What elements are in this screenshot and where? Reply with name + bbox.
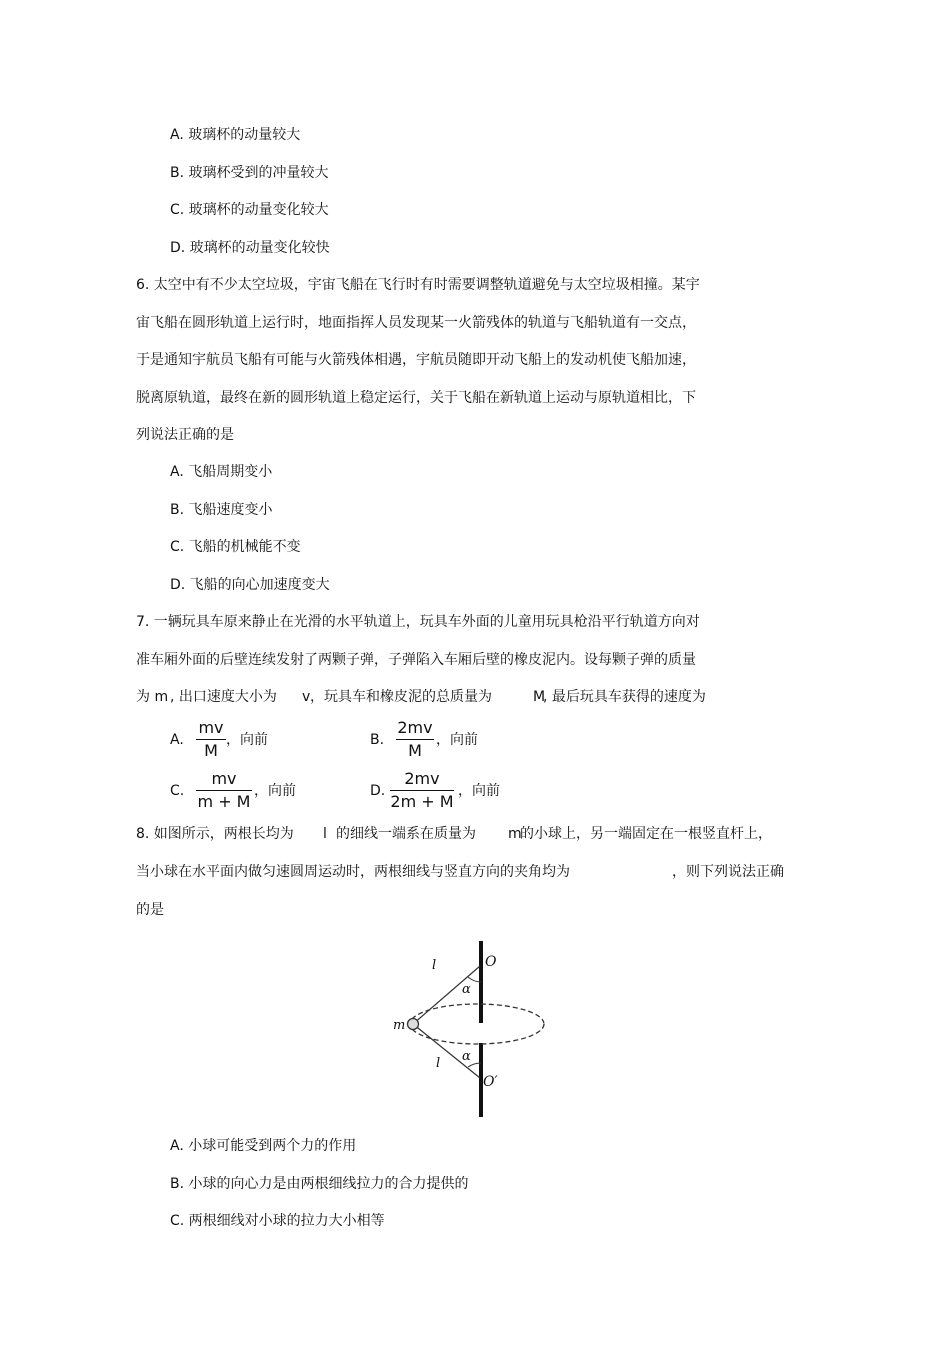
- fraction-bar: [390, 790, 454, 791]
- q8-option-b: B. 小球的向心力是由两根细线拉力的合力提供的: [170, 1176, 469, 1192]
- q8-text-line-1a: 8. 如图所示，两根长均为: [136, 826, 294, 842]
- fraction-bar: [196, 739, 226, 740]
- q7-option-c-direction: ，向前: [254, 783, 296, 799]
- q7-text-line-2: 准车厢外面的后壁连续发射了两颗子弹，子弹陷入车厢后壁的橡皮泥内。设每颗子弹的质量: [136, 652, 696, 668]
- q8-text-line-2a: 当小球在水平面内做匀速圆周运动时，两根细线与竖直方向的夹角均为: [136, 864, 570, 880]
- q7-option-b-numerator: 2mv: [397, 718, 433, 737]
- q7-option-c-numerator: mv: [211, 769, 237, 788]
- q7-option-b-denominator: M: [408, 741, 422, 760]
- q7-text-line-1: 7. 一辆玩具车原来静止在光滑的水平轨道上，玩具车外面的儿童用玩具枪沿平行轨道方向对: [136, 614, 700, 630]
- fraction-bar: [396, 739, 434, 740]
- q8-text-line-1b: l: [323, 826, 327, 842]
- figure-label-l-bottom: l: [436, 1056, 441, 1071]
- figure-label-l-top: l: [432, 958, 437, 973]
- q7-text-line-3e: M: [533, 689, 546, 705]
- q7-option-b-fraction: [396, 718, 434, 761]
- q7-option-a-numerator: mv: [198, 718, 224, 737]
- q8-option-a: A. 小球可能受到两个力的作用: [170, 1138, 357, 1154]
- q8-text-line-2b: ，则下列说法正确: [672, 864, 784, 880]
- q7-option-a-fraction: [196, 718, 226, 761]
- figure-label-O-top: O: [485, 954, 497, 970]
- q7-option-c-fraction: [196, 769, 252, 812]
- q6-text-line-4: 脱离原轨道，最终在新的圆形轨道上稳定运行，关于飞船在新轨道上运动与原轨道相比，下: [136, 390, 696, 406]
- q7-text-line-3a: 为 m: [136, 689, 169, 705]
- q6-option-a: A. 飞船周期变小: [170, 464, 273, 480]
- q8-text-line-1e: 的小球上，另一端固定在一根竖直杆上，: [520, 826, 772, 842]
- q7-text-line-3d: ，玩具车和橡皮泥的总质量为: [310, 689, 492, 705]
- q8-text-line-1d: m: [508, 826, 522, 842]
- q7-option-d-direction: ，向前: [458, 783, 500, 799]
- q7-option-a-direction: ，向前: [226, 732, 268, 748]
- ball: [408, 1019, 419, 1030]
- q5-option-b: B. 玻璃杯受到的冲量较大: [170, 165, 329, 181]
- q5-option-d: D. 玻璃杯的动量变化较快: [170, 240, 330, 256]
- q5-option-a: A. 玻璃杯的动量较大: [170, 127, 301, 143]
- q7-option-d-fraction: [390, 769, 454, 812]
- figure-label-m: m: [393, 1018, 406, 1033]
- q6-text-line-1: 6. 太空中有不少太空垃圾，宇宙飞船在飞行时有时需要调整轨道避免与太空垃圾相撞。某宇: [136, 277, 700, 293]
- figure-label-alpha-top: α: [462, 982, 471, 997]
- q6-text-line-2: 宙飞船在圆形轨道上运行时，地面指挥人员发现某一火箭残体的轨道与飞船轨道有一交点，: [136, 315, 696, 331]
- q7-text-line-3b: , 出口速度大小为: [170, 689, 277, 705]
- q8-option-c: C. 两根细线对小球的拉力大小相等: [170, 1213, 385, 1229]
- q7-option-c-denominator: m + M: [197, 792, 251, 811]
- conical-pendulum-figure: [380, 935, 560, 1120]
- q7-option-d-denominator: 2m + M: [390, 792, 454, 811]
- q6-option-b: B. 飞船速度变小: [170, 502, 273, 518]
- figure-label-alpha-bottom: α: [462, 1049, 471, 1064]
- figure-label-O-bottom: O′: [483, 1074, 498, 1090]
- q6-text-line-3: 于是通知宇航员飞船有可能与火箭残体相遇，宇航员随即开动飞船上的发动机使飞船加速，: [136, 352, 696, 368]
- q6-option-d: D. 飞船的向心加速度变大: [170, 577, 330, 593]
- q7-text-line-3f: , 最后玩具车获得的速度为: [543, 689, 706, 705]
- q7-option-b-direction: ，向前: [436, 732, 478, 748]
- q7-option-a-label: A.: [170, 732, 184, 748]
- q7-option-c-label: C.: [170, 783, 185, 799]
- q7-option-d-label: D.: [370, 783, 386, 799]
- fraction-bar: [196, 790, 252, 791]
- q6-text-line-5: 列说法正确的是: [136, 427, 234, 443]
- q7-option-a-denominator: M: [204, 741, 218, 760]
- q6-option-c: C. 飞船的机械能不变: [170, 539, 301, 555]
- q8-text-line-1c: 的细线一端系在质量为: [336, 826, 476, 842]
- q8-text-line-3: 的是: [136, 902, 164, 918]
- q7-text-line-3c: v: [302, 689, 311, 705]
- q5-option-c: C. 玻璃杯的动量变化较大: [170, 202, 329, 218]
- q7-option-b-label: B.: [370, 732, 385, 748]
- q7-option-d-numerator: 2mv: [404, 769, 440, 788]
